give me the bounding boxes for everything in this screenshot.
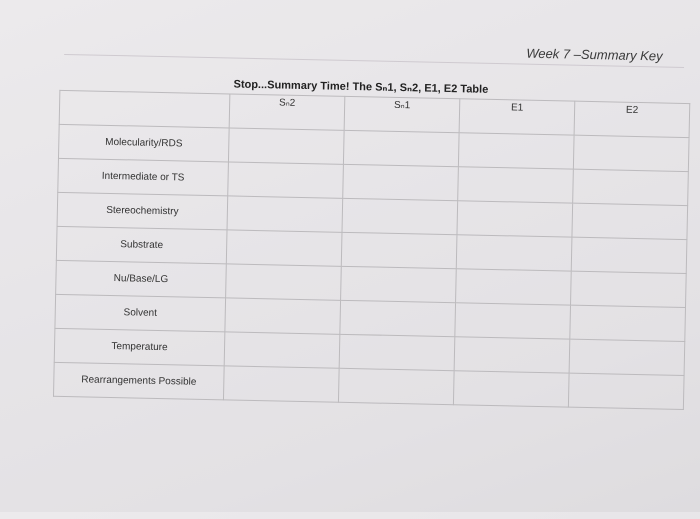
table-cell xyxy=(572,203,688,239)
row-label-rearrangements: Rearrangements Possible xyxy=(53,362,224,400)
table-title: Stop...Summary Time! The Sₙ1, Sₙ2, E1, E2 Table xyxy=(233,78,489,96)
column-header-sn2: Sₙ2 xyxy=(229,94,345,130)
table-cell xyxy=(339,334,455,370)
table-cell xyxy=(341,266,457,302)
table-cell xyxy=(455,303,571,339)
table-cell xyxy=(456,269,572,305)
corner-cell xyxy=(59,90,230,128)
table-cell xyxy=(226,230,342,266)
row-label-solvent: Solvent xyxy=(55,294,226,332)
column-header-e1: E1 xyxy=(459,99,575,135)
table-cell xyxy=(338,368,454,404)
table-cell xyxy=(573,135,689,171)
table-cell xyxy=(569,339,685,375)
table-cell xyxy=(224,332,340,368)
table-cell xyxy=(342,198,458,234)
table-cell xyxy=(228,128,344,164)
table-cell xyxy=(568,373,684,409)
table-cell xyxy=(227,196,343,232)
row-label-nu-base-lg: Nu/Base/LG xyxy=(56,260,227,298)
table-cell xyxy=(225,298,341,334)
column-header-e2: E2 xyxy=(574,101,690,137)
table-cell xyxy=(573,169,689,205)
table-cell xyxy=(226,264,342,300)
row-label-temperature: Temperature xyxy=(54,328,225,366)
table-cell xyxy=(571,237,687,273)
table-cell xyxy=(343,164,459,200)
table-cell xyxy=(454,337,570,373)
row-label-intermediate: Intermediate or TS xyxy=(58,158,229,196)
table-cell xyxy=(458,133,574,169)
row-label-molecularity: Molecularity/RDS xyxy=(58,124,229,162)
week-label: Week 7 –Summary Key xyxy=(526,45,663,64)
table-cell xyxy=(571,271,687,307)
table-cell xyxy=(458,167,574,203)
summary-table xyxy=(53,90,690,410)
table-cell xyxy=(457,201,573,237)
table-cell xyxy=(341,232,457,268)
table-cell xyxy=(340,300,456,336)
table-cell xyxy=(456,235,572,271)
table-cell xyxy=(570,305,686,341)
table-cell xyxy=(228,162,344,198)
row-label-stereochemistry: Stereochemistry xyxy=(57,192,228,230)
table-cell xyxy=(223,366,339,402)
column-header-sn1: Sₙ1 xyxy=(344,96,460,132)
row-label-substrate: Substrate xyxy=(56,226,227,264)
table-cell xyxy=(343,130,459,166)
table-cell xyxy=(453,371,569,407)
